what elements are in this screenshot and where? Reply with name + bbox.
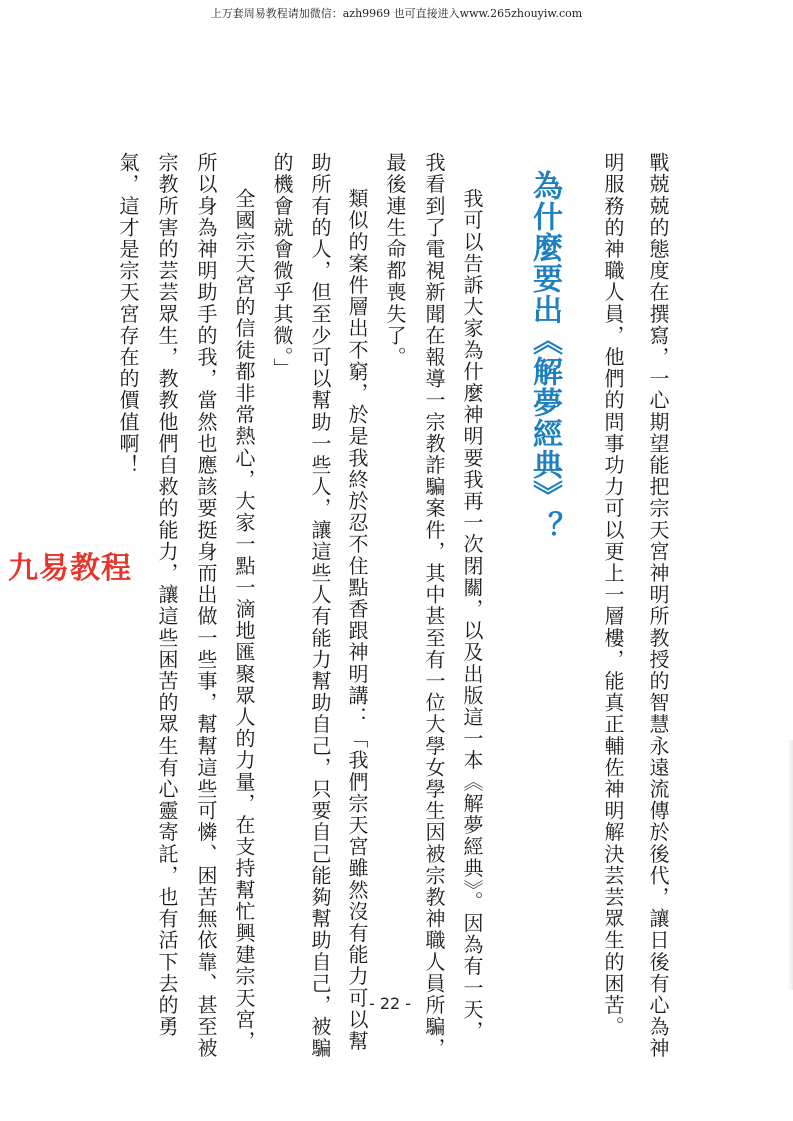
body-column-6: 類似的案件層出不窮，於是我終於忍不住點香跟神明講：「我們宗天宮雖然沒有能力可以幫 [345, 188, 369, 1052]
body-column-9: 全國宗天宮的信徒都非常熱心，大家一點一滴地匯聚眾人的力量，在支持幫忙興建宗天宮， [232, 188, 256, 1052]
page-number: - 22 - [368, 994, 412, 1013]
section-heading [522, 150, 566, 542]
body-column-7: 助所有的人，但至少可以幫助一些人，讓這些人有能力幫助自己，只要自己能夠幫助自己，被騙 [308, 152, 332, 1060]
body-column-8: 的機會就會微乎其微。」 [270, 152, 294, 380]
section-heading-text: 為什麼要出《解夢經典》？ [527, 170, 562, 542]
body-column-1: 戰兢兢的態度在撰寫，一心期望能把宗天宮神明所教授的智慧永遠流傳於後代，讓日後有心為神 [646, 152, 670, 1060]
body-column-11: 宗教所害的芸芸眾生，教教他們自救的能力，讓這些困苦的眾生有心靈寄託，也有活下去的勇 [155, 152, 179, 1038]
top-banner: 上万套周易教程请加微信：azh9969 也可直接进入www.265zhouyiw.com [210, 7, 583, 20]
body-column-10: 所以身為神明助手的我，當然也應該要挺身而出做一些事，幫幫這些可憐、困苦無依靠、甚至被 [194, 152, 218, 1060]
body-column-12: 氣，這才是宗天宮存在的價值啊！ [116, 152, 140, 476]
page-edge-shadow [787, 740, 793, 990]
body-column-4: 我看到了電視新聞在報導一宗教詐騙案件，其中甚至有一位大學女學生因被宗教神職人員所騙， [422, 152, 446, 1060]
watermark-logo: 九易教程 [8, 551, 132, 586]
body-column-3: 我可以告訴大家為什麼神明要我再一次閉關，以及出版這一本《解夢經典》。因為有一天， [460, 188, 484, 1042]
body-column-5: 最後連生命都喪失了。 [383, 152, 407, 368]
body-column-2: 明服務的神職人員，他們的問事功力可以更上一層樓，能真正輔佐神明解決芸芸眾生的困苦。 [601, 152, 625, 1038]
